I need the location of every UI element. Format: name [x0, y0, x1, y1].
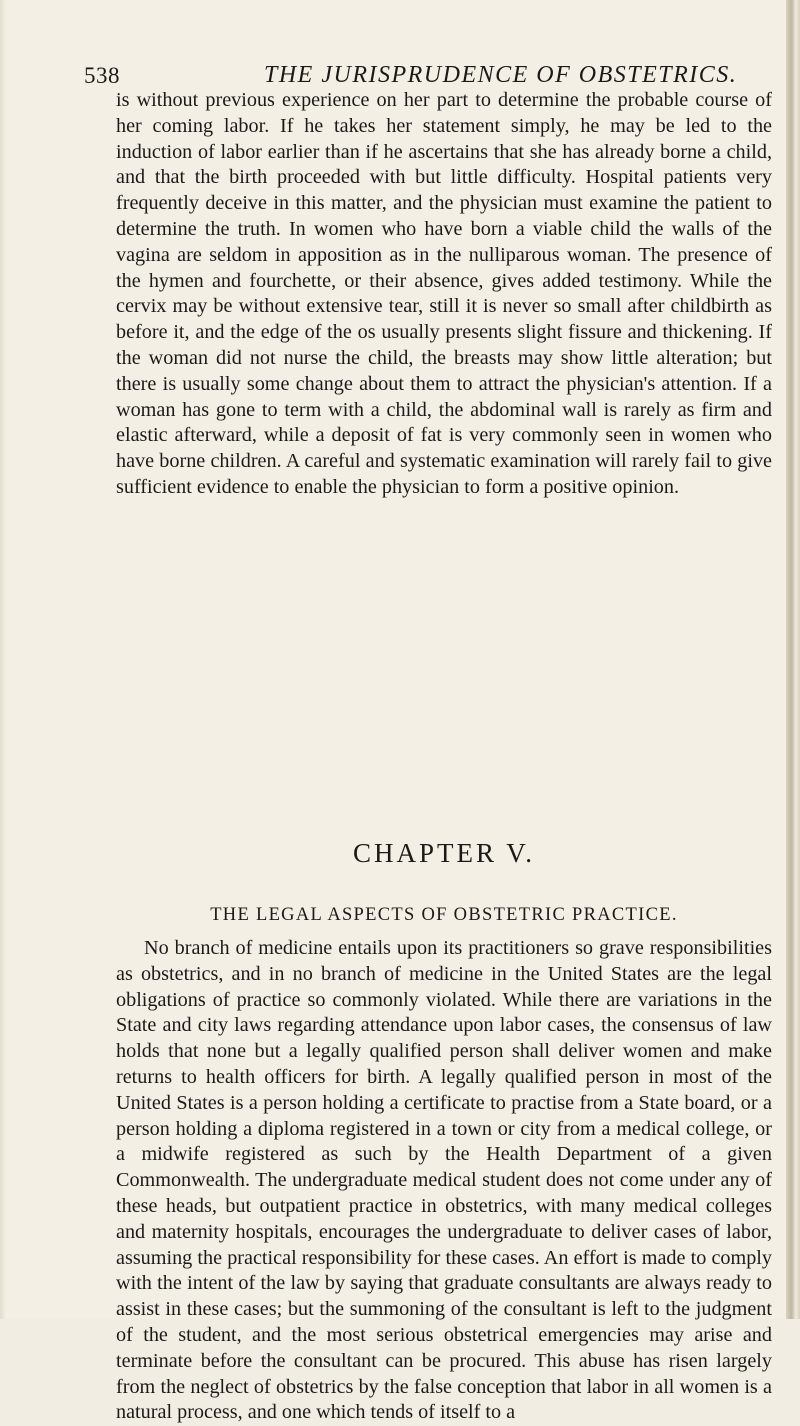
continued-paragraph: is without previous experience on her part to determine the probable course of her coming labor. If he takes her statement simply, he may be led to the induction of labor earlier than if he ascertains that she has already borne a child, and that the birth proceeded with but little difficulty. Hospital patients very frequently deceive in this matter, and the physician must examine the patient to determine the truth. In women who have born a viable child the walls of the vagina are seldom in apposition as in the nulliparous woman. The presence of the hymen and fourchette, or their absence, gives added testimony. While the cervix may be without extensive tear, still it is never so small after childbirth as before it, and the edge of the os usually presents slight fissure and thickening. If the woman did not nurse the child, the breasts may show little alteration; but there is usually some change about them to attract the physician's attention. If a woman has gone to term with a child, the abdominal wall is rarely as firm and elastic afterward, while a deposit of fat is very commonly seen in women who have borne children. A careful and systematic examination will rarely fail to give sufficient evidence to enable the physician to form a positive opinion. — [116, 89, 772, 498]
chapter-heading: CHAPTER V. — [352, 838, 536, 868]
page-gutter-shadow — [0, 0, 6, 1319]
book-fore-edge — [786, 0, 800, 1319]
running-head: THE JURISPRUDENCE OF OBSTETRICS. — [264, 62, 738, 88]
chapter-opening-paragraph: No branch of medicine entails upon its practitioners so grave responsibilities as obstetrics, and in no branch of medicine in the United States are the legal obligations of practice so commonly violated. While there are variations in the State and city laws regarding attendance upon labor cases, the consensus of law holds that none but a legally qualified person shall deliver women and make returns to health officers for birth. A legally qualified person in most of the United States is a person holding a certificate to practise from a State board, or a person holding a diploma registered in a town or city from a medical college, or a midwife registered as such by the Health Department of a given Commonwealth. The undergraduate medical student does not come under any of these heads, but outpatient practice in obstetrics, with many medical colleges and maternity hospitals, encourages the undergraduate to deliver cases of labor, assuming the practical responsibility for these cases. An effort is made to comply with the intent of the law by saying that graduate consultants are always ready to assist in these cases; but the summoning of the consultant is left to the judgment of the student, and the most serious obstetrical emergencies may arise and terminate before the consultant can be procured. This abuse has risen largely from the neglect of obstetrics by the false conception that labor in all women is a natural process, and one which tends of itself to a — [116, 937, 772, 1424]
chapter-title: THE LEGAL ASPECTS OF OBSTETRIC PRACTICE. — [210, 905, 678, 925]
page-number: 538 — [84, 63, 120, 88]
